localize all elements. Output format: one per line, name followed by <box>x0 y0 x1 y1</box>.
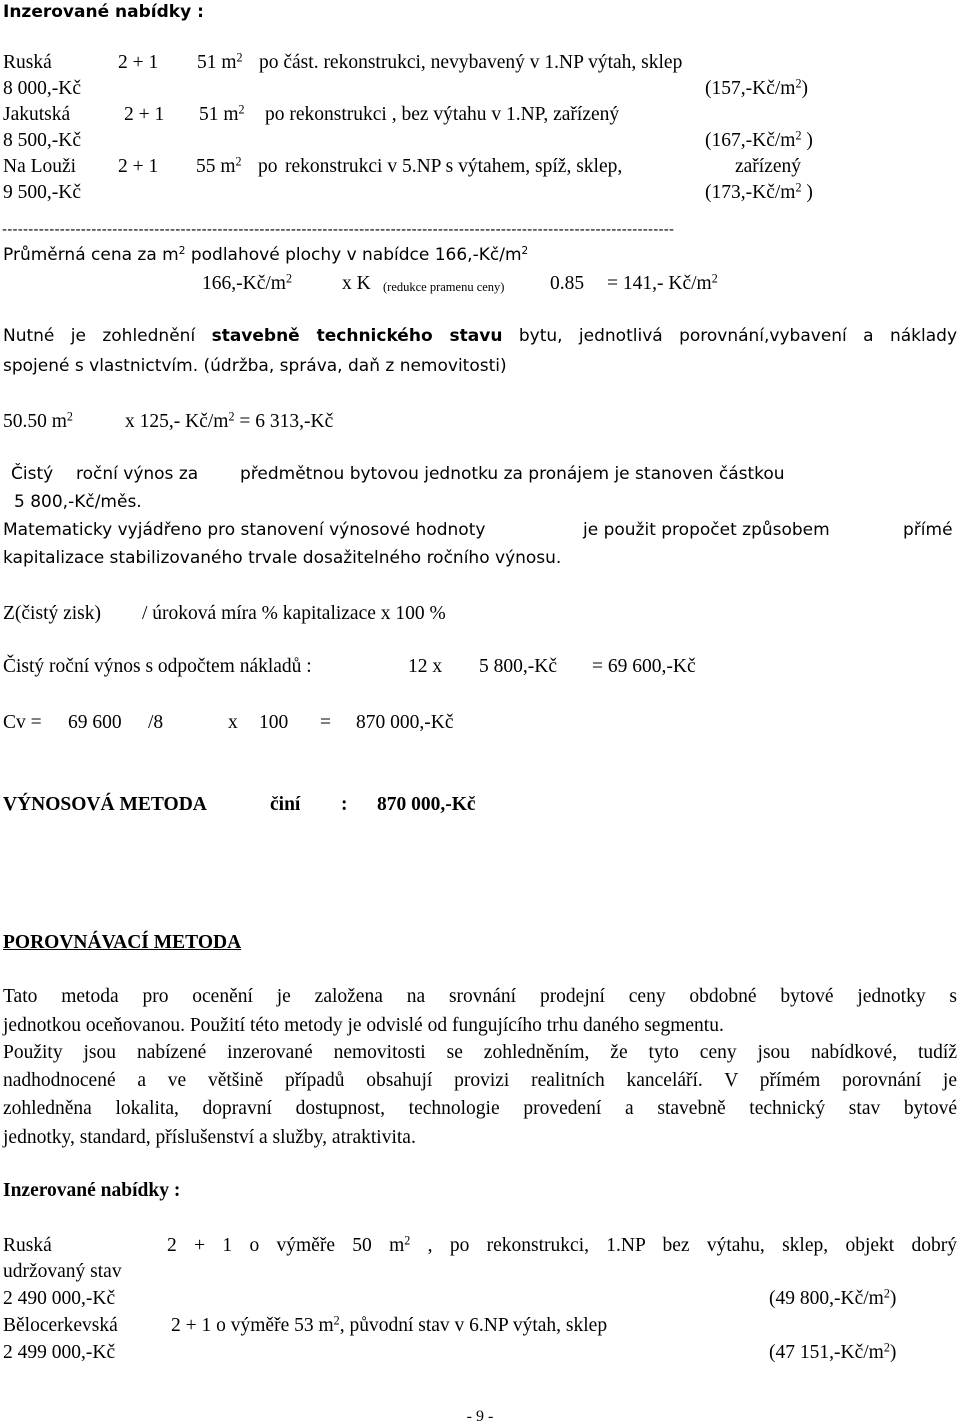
net-b: 12 x <box>408 656 443 677</box>
listing-price: 9 500,-Kč <box>3 182 81 203</box>
yield-line-1b: roční výnos za <box>76 464 199 484</box>
listing-name: Jakutská <box>3 104 71 125</box>
math-line-1b: je použit propočet způsobem <box>583 520 830 540</box>
para-line-5: zohledněna lokalita, dopravní dostupnost, technologie provedení a stavebně technický stav bytové <box>3 1098 957 1119</box>
cv-d: x <box>228 712 238 733</box>
listing-area: 51 $m^2$ <box>199 102 245 125</box>
math-line-1a: Matematicky vyjádřeno pro stanovení výnosové hodnoty <box>3 520 486 540</box>
listing-price: 8 000,-Kč <box>3 78 81 99</box>
separator-dashes: -------------------------------------------------------------------------------------------------------------------------------- <box>2 222 675 236</box>
method-c: : <box>341 794 348 815</box>
listing-desc: 2 + 1 o výměře 50 $m^2$ , po rekonstrukci, 1.NP bez výtahu, sklep, objekt dobrý <box>167 1233 957 1256</box>
math-line-1c: přímé <box>903 520 953 540</box>
cv-c: /8 <box>148 712 164 733</box>
yield-line-2: 5 800,-Kč/měs. <box>14 492 142 512</box>
net-d: = 69 600,-Kč <box>592 656 696 677</box>
listing-desc-cont: udržovaný stav <box>3 1261 122 1282</box>
yield-line-1: Čistý <box>11 464 54 484</box>
calc-k: x K <box>342 273 371 294</box>
listing-unit-price: (47 $151,-Kč/m^2$) <box>769 1340 897 1363</box>
cv-a: Cv = <box>3 712 42 733</box>
formula-b: / úroková míra % kapitalizace x 100 % <box>142 603 446 624</box>
listing-desc: zařízený <box>735 156 802 177</box>
listing-name: Bělocerkevská <box>3 1315 118 1336</box>
calc-coef: 0.85 <box>550 273 585 294</box>
page-number: - 9 - <box>466 1408 494 1425</box>
listing-layout: 2 + 1 <box>124 104 165 125</box>
cv-e: 100 <box>259 712 289 733</box>
calc-base: $166,-Kč/m^2$ <box>202 271 292 294</box>
listing-name: Na Louži <box>3 156 77 177</box>
listing-desc: po část. rekonstrukci, nevybavený v 1.NP výtah, sklep <box>259 52 683 73</box>
listing-unit-price: (49 $800,-Kč/m^2$) <box>769 1286 897 1309</box>
method-b: činí <box>270 794 301 815</box>
area-calc-b: x 125,- $Kč/m^2 = 6$ 313,-Kč <box>125 409 334 432</box>
cv-g: 870 000,-Kč <box>356 712 454 733</box>
para-line-4: nadhodnocené a ve většině případů obsahují provizi realitních kanceláří. V přímém porovnání je <box>3 1070 957 1091</box>
cv-b: 69 600 <box>68 712 122 733</box>
area-calc-a: 50.50 $m^2$ <box>3 409 73 432</box>
method-d: 870 000,-Kč <box>377 794 476 815</box>
calc-k-note: (redukce pramenu ceny) <box>383 280 505 294</box>
listing-price: 2 499 000,-Kč <box>3 1342 116 1363</box>
note-line-1: Nutné je zohlednění stavebně technického stavu bytu, jednotlivá porovnání,vybavení a náklady <box>3 326 958 346</box>
listing-desc: po <box>258 156 278 177</box>
cv-f: = <box>320 712 331 733</box>
listing-unit-price: ($167,-Kč/m^2$ ) <box>705 128 813 151</box>
heading-comparative-method: POROVNÁVACÍ METODA <box>3 932 242 953</box>
listing-area: 51 $m^2$ <box>197 50 243 73</box>
listing-unit-price: $(157,-Kč/m^2)$ <box>705 76 808 99</box>
listing-name: Ruská <box>3 52 52 73</box>
listing-area: 55 $m^2$ <box>196 154 242 177</box>
heading-offers: Inzerované nabídky : <box>3 2 204 22</box>
average-price-line: Průměrná cena za $m^2$ podlahové plochy v nabídce $166,-Kč/m^2$ <box>3 245 529 265</box>
listing-layout: 2 + 1 <box>118 156 159 177</box>
yield-line-1c: předmětnou bytovou jednotku za pronájem je stanoven částkou <box>240 464 785 484</box>
listing-price: 8 500,-Kč <box>3 130 81 151</box>
net-c: 5 800,-Kč <box>479 656 557 677</box>
listing-layout: 2 + 1 <box>118 52 159 73</box>
formula-a: Z(čistý zisk) <box>3 603 102 624</box>
note-line-2: spojené s vlastnictvím. (údržba, správa, daň z nemovitosti) <box>3 356 507 376</box>
listing-price: 2 490 000,-Kč <box>3 1288 116 1309</box>
para-line-2: jednotkou oceňovanou. Použití této metody je odvislé od fungujícího trhu daného segmentu. <box>3 1015 724 1036</box>
listing-name: Ruská <box>3 1235 52 1256</box>
listing-desc: po rekonstrukci , bez výtahu v 1.NP, zařízený <box>265 104 620 125</box>
listing-unit-price: ($173,-Kč/m^2$ ) <box>705 180 813 203</box>
listing-desc: rekonstrukci v 5.NP s výtahem, spíž, sklep, <box>285 156 623 177</box>
para-line-3: Použity jsou nabízené inzerované nemovitosti se zohledněním, že tyto ceny jsou nabídkové, tudíž <box>3 1042 957 1063</box>
math-line-2: kapitalizace stabilizovaného trvale dosažitelného ročního výnosu. <box>3 548 562 568</box>
net-a: Čistý roční výnos s odpočtem nákladů : <box>3 656 312 677</box>
para-line-6: jednotky, standard, příslušenství a služby, atraktivita. <box>3 1127 416 1148</box>
method-a: VÝNOSOVÁ METODA <box>3 794 207 815</box>
para-line-1: Tato metoda pro ocenění je založena na srovnání prodejní ceny obdobné bytové jednotky s <box>3 986 957 1007</box>
listing-desc: 2 + 1 o výměře 53 $m^2$, původní stav v 6.NP výtah, sklep <box>171 1313 608 1336</box>
calc-result: = 141,- $Kč/m^2$ <box>607 271 718 294</box>
heading-offers-2: Inzerované nabídky : <box>3 1180 181 1201</box>
